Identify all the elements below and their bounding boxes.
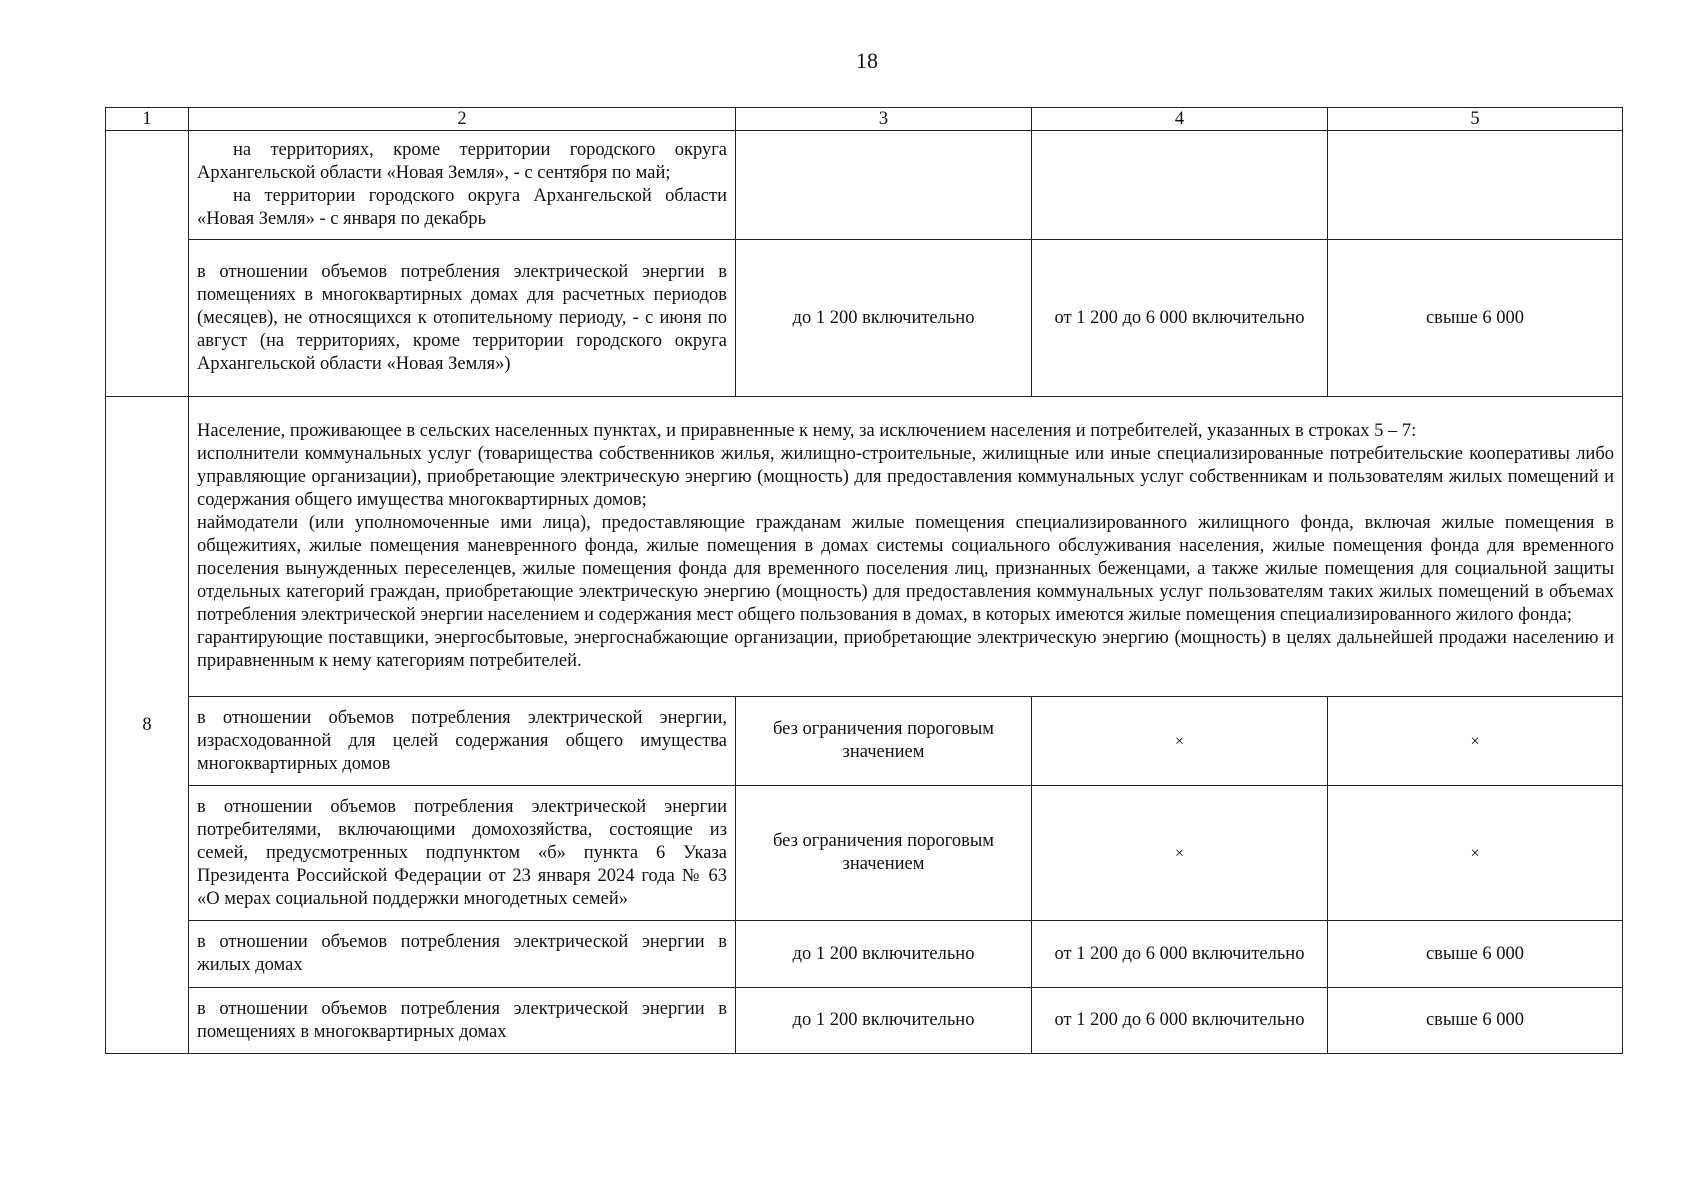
territory-paragraph-1: на территориях, кроме территории городского округа Архангельской области «Новая Земля», - с сентября по май; [197,140,727,183]
threshold-low: без ограничения пороговым значением [736,697,1032,786]
threshold-low: без ограничения пороговым значением [736,786,1032,921]
table-row [106,697,1623,786]
category-paragraph: гарантирующие поставщики, энергосбытовые, энергоснабжающие организации, приобретающие электрическую энергию (мощность) в целях дальнейшей продажи населению и приравненным к нему категориям потребителей. [197,628,1614,671]
header-col-5: 5 [1328,108,1623,131]
territory-paragraph-2: на территории городского округа Архангельской области «Новая Земля» - с января по декабрь [197,186,727,229]
table-row [106,131,1623,240]
threshold-mid: от 1 200 до 6 000 включительно [1032,988,1328,1054]
table-row [106,240,1623,397]
not-applicable-mark: × [1032,786,1328,921]
table-row [106,921,1623,988]
category-paragraph: Население, проживающее в сельских населенных пунктах, и приравненные к нему, за исключением населения и потребителей, указанных в строках 5 – 7: [197,421,1417,441]
territory-cell [189,131,736,240]
threshold-mid: от 1 200 до 6 000 включительно [1032,240,1328,397]
empty-cell [736,131,1032,240]
category-description [189,397,1623,697]
threshold-low: до 1 200 включительно [736,988,1032,1054]
table-row [106,397,1623,697]
row-description: в отношении объемов потребления электрической энергии в помещениях в многоквартирных домах для расчетных периодов (месяцев), не относящихся к отопительному периоду, - с июня по август (на территориях, кроме территории городского округа Архангельской области «Новая Земля») [189,240,736,397]
threshold-high: свыше 6 000 [1328,988,1623,1054]
row-description: в отношении объемов потребления электрической энергии, израсходованной для целей содержания общего имущества многоквартирных домов [189,697,736,786]
empty-cell [1032,131,1328,240]
row-number-empty [106,131,189,397]
threshold-low: до 1 200 включительно [736,921,1032,988]
row-description: в отношении объемов потребления электрической энергии в жилых домах [189,921,736,988]
header-col-3: 3 [736,108,1032,131]
header-col-1: 1 [106,108,189,131]
empty-cell [1328,131,1623,240]
header-col-4: 4 [1032,108,1328,131]
threshold-low: до 1 200 включительно [736,240,1032,397]
threshold-high: свыше 6 000 [1328,921,1623,988]
threshold-high: свыше 6 000 [1328,240,1623,397]
not-applicable-mark: × [1328,697,1623,786]
category-paragraph: исполнители коммунальных услуг (товарищества собственников жилья, жилищно-строительные, жилищные или иные специализированные потребительские кооперативы либо управляющие организации), приобретающие электрическую энергию (мощность) для предоставления коммунальных услуг собственникам и пользователям жилых помещений и содержания общего имущества многоквартирных домов; [197,444,1614,510]
tariff-table [105,107,1623,1054]
row-description: в отношении объемов потребления электрической энергии потребителями, включающими домохозяйства, состоящие из семей, предусмотренных подпунктом «б» пункта 6 Указа Президента Российской Федерации от 23 января 2024 года № 63 «О мерах социальной поддержки многодетных семей» [189,786,736,921]
header-col-2: 2 [189,108,736,131]
table-row [106,786,1623,921]
row-number: 8 [106,397,189,1054]
table-row [106,988,1623,1054]
table-header [106,108,1623,131]
page-number: 18 [856,48,878,73]
threshold-mid: от 1 200 до 6 000 включительно [1032,921,1328,988]
category-paragraph: наймодатели (или уполномоченные ими лица), предоставляющие гражданам жилые помещения специализированного жилищного фонда, включая жилые помещения в общежитиях, жилые помещения маневренного фонда, жилые помещения в домах системы социального обслуживания населения, жилые помещения фонда для временного поселения вынужденных переселенцев, жилые помещения фонда для временного поселения лиц, признанных беженцами, а также жилые помещения для социальной защиты отдельных категорий граждан, приобретающие электрическую энергию (мощность) для предоставления коммунальных услуг пользователям таких жилых помещений в объемах потребления электрической энергии населением и содержания мест общего пользования в домах, в которых имеются жилые помещения специализированного жилого фонда; [197,513,1614,625]
row-description: в отношении объемов потребления электрической энергии в помещениях в многоквартирных домах [189,988,736,1054]
not-applicable-mark: × [1032,697,1328,786]
not-applicable-mark: × [1328,786,1623,921]
